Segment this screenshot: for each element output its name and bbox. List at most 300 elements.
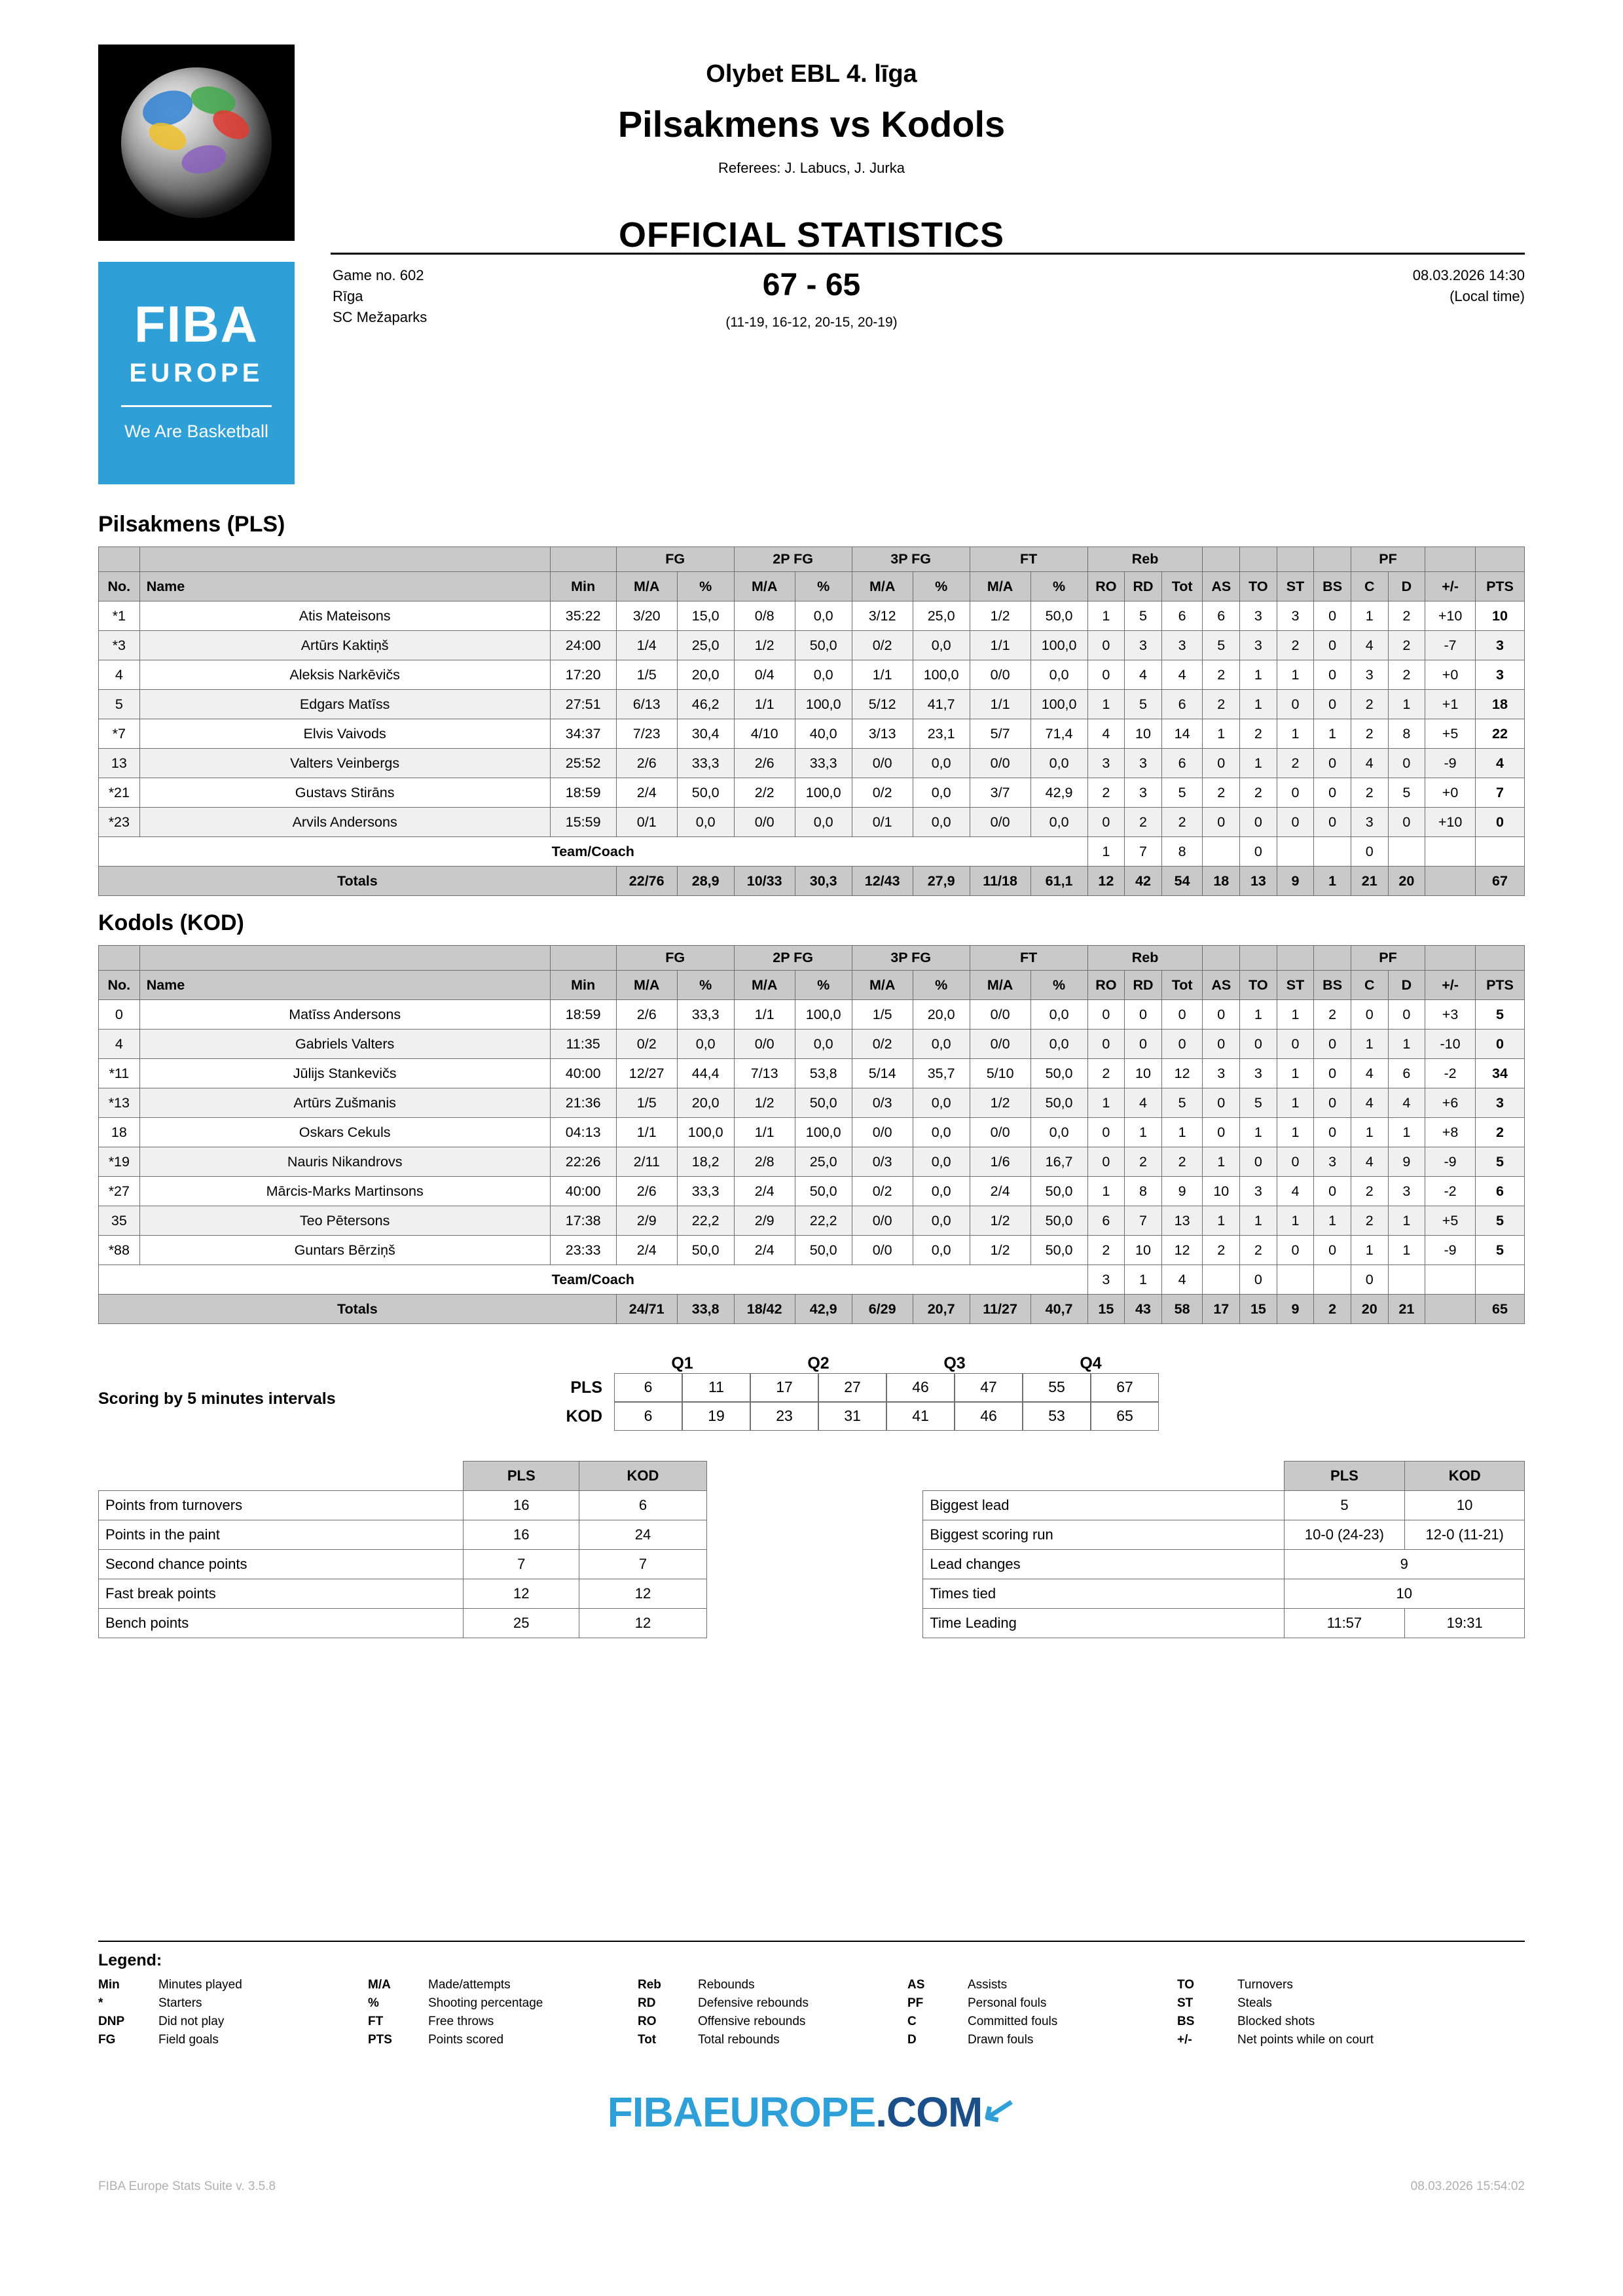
team-coach-points	[1475, 837, 1524, 867]
player-ft-ma: 1/1	[970, 690, 1030, 719]
table-row[interactable]	[99, 778, 1525, 808]
player-fg-ma: 0/1	[616, 808, 677, 837]
legend-entry	[638, 2015, 907, 2029]
table-row[interactable]	[99, 660, 1525, 690]
player-blocks: 1	[1314, 719, 1351, 749]
totals-2p-pct: 42,9	[795, 1295, 852, 1324]
player-ft-pct: 0,0	[1030, 1118, 1087, 1147]
team-title: Kodols (KOD)	[98, 910, 244, 935]
player-plusminus: +5	[1425, 719, 1476, 749]
interval-value: 53	[1023, 1402, 1091, 1431]
player-fg-ma: 2/9	[616, 1206, 677, 1236]
player-2p-ma: 0/4	[734, 660, 795, 690]
player-3p-ma: 0/2	[852, 1030, 913, 1059]
player-reb-off: 1	[1087, 1088, 1125, 1118]
table-row[interactable]	[99, 1147, 1525, 1177]
header-blank-min	[550, 946, 616, 971]
table-row[interactable]	[99, 1059, 1525, 1088]
player-points: 22	[1475, 719, 1524, 749]
header-blank-name	[139, 946, 550, 971]
table-row[interactable]	[99, 1236, 1525, 1265]
header-divider	[331, 253, 1525, 255]
interval-value: 41	[886, 1402, 955, 1431]
quarter-header: Q2	[807, 1354, 830, 1372]
table-row[interactable]	[99, 719, 1525, 749]
player-turnovers: 1	[1240, 1206, 1277, 1236]
player-fg-pct: 15,0	[677, 601, 734, 631]
legend-description: Minutes played	[158, 1978, 242, 1992]
player-blocks: 0	[1314, 690, 1351, 719]
player-ft-pct: 0,0	[1030, 1000, 1087, 1030]
header-bs: BS	[1314, 572, 1351, 601]
player-fouls-committed: 2	[1351, 719, 1388, 749]
legend-entry	[1177, 2033, 1447, 2047]
game-datetime: 08.03.2026 14:30	[1412, 267, 1525, 283]
legend-top-rule	[98, 1941, 1525, 1942]
table-row[interactable]	[99, 601, 1525, 631]
player-number: *21	[99, 778, 140, 808]
player-fg-pct: 33,3	[677, 1177, 734, 1206]
legend-description: Personal fouls	[968, 1996, 1047, 2010]
interval-row	[543, 1373, 1159, 1402]
totals-fg-pct: 28,9	[677, 867, 734, 896]
header-group-reb: Reb	[1087, 946, 1203, 971]
legend-description: Made/attempts	[428, 1978, 511, 1992]
comparison-value-kod: 7	[579, 1550, 706, 1579]
player-number: *19	[99, 1147, 140, 1177]
player-plusminus: -9	[1425, 749, 1476, 778]
leaders-row	[923, 1550, 1525, 1579]
legend-key: BS	[1177, 2015, 1195, 2028]
legend-key: *	[98, 1996, 103, 2010]
player-fg-pct: 33,3	[677, 749, 734, 778]
player-fg-ma: 12/27	[616, 1059, 677, 1088]
player-steals: 0	[1277, 690, 1314, 719]
header-fg-pct: %	[677, 971, 734, 1000]
legend-entry	[368, 2033, 638, 2047]
totals-3p-pct: 20,7	[913, 1295, 970, 1324]
player-blocks: 0	[1314, 1236, 1351, 1265]
player-reb-def: 10	[1125, 719, 1162, 749]
table-row[interactable]	[99, 1118, 1525, 1147]
totals-blocks: 1	[1314, 867, 1351, 896]
header-pts: PTS	[1475, 971, 1524, 1000]
player-2p-pct: 100,0	[795, 1118, 852, 1147]
player-steals: 4	[1277, 1177, 1314, 1206]
player-fouls-committed: 4	[1351, 1059, 1388, 1088]
header-blank-as	[1203, 946, 1240, 971]
player-assists: 2	[1203, 778, 1240, 808]
legend-column	[98, 1978, 368, 2047]
legend-entry	[98, 1978, 368, 1992]
player-minutes: 15:59	[550, 808, 616, 837]
team-coach-reb-def: 7	[1125, 837, 1162, 867]
player-fg-pct: 25,0	[677, 631, 734, 660]
team-coach-blocks	[1314, 837, 1351, 867]
player-3p-ma: 0/0	[852, 1118, 913, 1147]
player-reb-def: 3	[1125, 631, 1162, 660]
interval-value: 65	[1091, 1402, 1159, 1431]
player-turnovers: 5	[1240, 1088, 1277, 1118]
player-fouls-drawn: 1	[1388, 1206, 1425, 1236]
table-row[interactable]	[99, 1177, 1525, 1206]
quarter-headers	[614, 1354, 1159, 1373]
interval-value: 6	[614, 1402, 682, 1431]
player-fouls-drawn: 2	[1388, 631, 1425, 660]
header-group-2pfg: 2P FG	[734, 946, 852, 971]
player-turnovers: 1	[1240, 749, 1277, 778]
totals-fouls-drawn: 21	[1388, 1295, 1425, 1324]
player-3p-pct: 23,1	[913, 719, 970, 749]
header-pts: PTS	[1475, 572, 1524, 601]
game-city: Rīga	[333, 287, 363, 304]
interval-team-label: PLS	[570, 1378, 602, 1397]
player-reb-tot: 5	[1161, 778, 1203, 808]
header-ft-ma: M/A	[970, 971, 1030, 1000]
player-name: Matīss Andersons	[139, 1000, 550, 1030]
leaders-value-kod: 19:31	[1405, 1609, 1525, 1638]
player-2p-ma: 2/2	[734, 778, 795, 808]
player-fouls-committed: 4	[1351, 631, 1388, 660]
header-blank-no	[99, 547, 140, 572]
table-row[interactable]	[99, 808, 1525, 837]
header-blank-as	[1203, 547, 1240, 572]
player-assists: 2	[1203, 690, 1240, 719]
legend-description: Points scored	[428, 2033, 504, 2047]
header-group-pf: PF	[1351, 946, 1425, 971]
team-coach-reb-off: 3	[1087, 1265, 1125, 1295]
player-ft-pct: 0,0	[1030, 808, 1087, 837]
comparison-row	[99, 1520, 707, 1550]
interval-quarter-cell	[886, 1402, 1023, 1431]
header-blank-st	[1277, 547, 1314, 572]
player-ft-ma: 0/0	[970, 1000, 1030, 1030]
player-fouls-drawn: 0	[1388, 749, 1425, 778]
player-fg-ma: 2/11	[616, 1147, 677, 1177]
player-3p-pct: 0,0	[913, 1088, 970, 1118]
quarter-header: Q1	[671, 1354, 693, 1372]
player-2p-pct: 53,8	[795, 1059, 852, 1088]
header-group-fg: FG	[616, 946, 734, 971]
legend-column	[1177, 1978, 1447, 2047]
table-row[interactable]	[99, 631, 1525, 660]
totals-label: Totals	[99, 1295, 617, 1324]
player-2p-ma: 0/0	[734, 1030, 795, 1059]
player-assists: 2	[1203, 660, 1240, 690]
player-blocks: 1	[1314, 1206, 1351, 1236]
legend-entry	[907, 1996, 1177, 2011]
player-reb-tot: 9	[1161, 1177, 1203, 1206]
player-ft-ma: 2/4	[970, 1177, 1030, 1206]
game-meta-left	[333, 265, 427, 328]
team-title: Pilsakmens (PLS)	[98, 512, 285, 537]
team-tables	[0, 512, 1623, 1324]
leaders-row	[923, 1491, 1525, 1520]
player-ft-pct: 16,7	[1030, 1147, 1087, 1177]
player-reb-off: 2	[1087, 1059, 1125, 1088]
header-fg-pct: %	[677, 572, 734, 601]
interval-quarter-cell	[750, 1402, 886, 1431]
player-reb-tot: 13	[1161, 1206, 1203, 1236]
player-name: Teo Pētersons	[139, 1206, 550, 1236]
player-number: 13	[99, 749, 140, 778]
left-box-corner	[99, 1462, 464, 1491]
player-ft-ma: 1/2	[970, 1236, 1030, 1265]
player-3p-ma: 0/0	[852, 1236, 913, 1265]
team-coach-reb-off: 1	[1087, 837, 1125, 867]
player-fg-ma: 1/1	[616, 1118, 677, 1147]
player-reb-tot: 1	[1161, 1118, 1203, 1147]
header-group-ft: FT	[970, 547, 1087, 572]
final-score: 67 - 65	[762, 268, 861, 302]
player-assists: 10	[1203, 1177, 1240, 1206]
table-row[interactable]	[99, 1000, 1525, 1030]
player-minutes: 11:35	[550, 1030, 616, 1059]
player-minutes: 04:13	[550, 1118, 616, 1147]
player-fouls-drawn: 4	[1388, 1088, 1425, 1118]
player-3p-ma: 0/2	[852, 1177, 913, 1206]
header-blank-pts	[1475, 547, 1524, 572]
player-fg-ma: 2/6	[616, 749, 677, 778]
totals-label: Totals	[99, 867, 617, 896]
player-ft-ma: 1/6	[970, 1147, 1030, 1177]
player-blocks: 0	[1314, 1088, 1351, 1118]
team-coach-turnovers: 0	[1240, 837, 1277, 867]
box-score-table	[98, 945, 1525, 1324]
player-2p-ma: 2/8	[734, 1147, 795, 1177]
leaders-value-kod: 12-0 (11-21)	[1405, 1520, 1525, 1550]
comparison-label: Bench points	[99, 1609, 464, 1638]
local-time-note: (Local time)	[1450, 287, 1525, 304]
legend-key: RO	[638, 2015, 657, 2028]
header-tot: Tot	[1161, 572, 1203, 601]
player-2p-pct: 40,0	[795, 719, 852, 749]
player-assists: 0	[1203, 1118, 1240, 1147]
player-fouls-drawn: 1	[1388, 1118, 1425, 1147]
player-reb-off: 4	[1087, 719, 1125, 749]
player-reb-def: 5	[1125, 601, 1162, 631]
legend-key: Reb	[638, 1978, 661, 1992]
comparison-row	[99, 1550, 707, 1579]
player-2p-pct: 50,0	[795, 631, 852, 660]
leaders-value-kod: 10	[1405, 1491, 1525, 1520]
player-2p-ma: 2/4	[734, 1177, 795, 1206]
legend-description: Did not play	[158, 2015, 225, 2028]
table-row[interactable]	[99, 1088, 1525, 1118]
player-fg-ma: 3/20	[616, 601, 677, 631]
comparison-value-pls: 16	[464, 1491, 579, 1520]
player-reb-off: 0	[1087, 1147, 1125, 1177]
legend-description: Starters	[158, 1996, 202, 2010]
header-as: AS	[1203, 971, 1240, 1000]
player-plusminus: -9	[1425, 1236, 1476, 1265]
player-reb-off: 6	[1087, 1206, 1125, 1236]
header-to: TO	[1240, 971, 1277, 1000]
player-2p-ma: 0/0	[734, 808, 795, 837]
player-steals: 0	[1277, 808, 1314, 837]
interval-value: 67	[1091, 1373, 1159, 1402]
player-plusminus: -10	[1425, 1030, 1476, 1059]
leaders-value-pls: 10-0 (24-23)	[1284, 1520, 1405, 1550]
player-assists: 0	[1203, 808, 1240, 837]
player-fouls-committed: 3	[1351, 660, 1388, 690]
header-plusminus: +/-	[1425, 572, 1476, 601]
player-3p-ma: 0/3	[852, 1088, 913, 1118]
interval-value: 31	[818, 1402, 886, 1431]
player-fg-ma: 2/6	[616, 1177, 677, 1206]
player-assists: 2	[1203, 1236, 1240, 1265]
player-blocks: 0	[1314, 808, 1351, 837]
header-tot: Tot	[1161, 971, 1203, 1000]
player-fouls-drawn: 5	[1388, 778, 1425, 808]
totals-2p-pct: 30,3	[795, 867, 852, 896]
player-minutes: 40:00	[550, 1177, 616, 1206]
interval-quarter-cell	[614, 1373, 750, 1402]
player-number: 35	[99, 1206, 140, 1236]
player-plusminus: +5	[1425, 1206, 1476, 1236]
player-reb-def: 5	[1125, 690, 1162, 719]
totals-row	[99, 1295, 1525, 1324]
player-assists: 1	[1203, 1147, 1240, 1177]
player-plusminus: -2	[1425, 1177, 1476, 1206]
comparison-label: Second chance points	[99, 1550, 464, 1579]
player-ft-pct: 0,0	[1030, 749, 1087, 778]
player-number: *23	[99, 808, 140, 837]
leaders-value-pls: 5	[1284, 1491, 1405, 1520]
player-3p-pct: 41,7	[913, 690, 970, 719]
legend-key: PTS	[368, 2033, 392, 2047]
player-ft-ma: 1/1	[970, 631, 1030, 660]
player-fg-pct: 18,2	[677, 1147, 734, 1177]
header-blank-no	[99, 946, 140, 971]
table-row[interactable]	[99, 1030, 1525, 1059]
player-ft-pct: 50,0	[1030, 1236, 1087, 1265]
legend-entry	[638, 1996, 907, 2011]
player-ft-pct: 50,0	[1030, 1206, 1087, 1236]
table-row[interactable]	[99, 749, 1525, 778]
team-coach-label: Team/Coach	[99, 837, 1088, 867]
player-2p-ma: 2/9	[734, 1206, 795, 1236]
interval-team-label: KOD	[566, 1407, 602, 1426]
player-number: *1	[99, 601, 140, 631]
header-d: D	[1388, 971, 1425, 1000]
player-points: 6	[1475, 1177, 1524, 1206]
player-steals: 1	[1277, 719, 1314, 749]
interval-value: 47	[955, 1373, 1023, 1402]
table-row[interactable]	[99, 1206, 1525, 1236]
header-blank-pm	[1425, 946, 1476, 971]
player-minutes: 34:37	[550, 719, 616, 749]
player-minutes: 17:38	[550, 1206, 616, 1236]
totals-plusminus	[1425, 867, 1476, 896]
player-fg-pct: 0,0	[677, 1030, 734, 1059]
header-name: Name	[139, 572, 550, 601]
player-plusminus: +10	[1425, 601, 1476, 631]
player-points: 0	[1475, 808, 1524, 837]
player-2p-pct: 22,2	[795, 1206, 852, 1236]
game-venue: SC Mežaparks	[333, 308, 428, 325]
player-minutes: 17:20	[550, 660, 616, 690]
header-2p-pct: %	[795, 971, 852, 1000]
comparison-value-kod: 12	[579, 1579, 706, 1609]
leaders-value-shared: 9	[1284, 1550, 1524, 1579]
player-reb-tot: 6	[1161, 601, 1203, 631]
player-fg-pct: 100,0	[677, 1118, 734, 1147]
player-name: Mārcis-Marks Martinsons	[139, 1177, 550, 1206]
player-turnovers: 2	[1240, 778, 1277, 808]
player-minutes: 27:51	[550, 690, 616, 719]
legend-description: Steals	[1237, 1996, 1272, 2010]
legend-entry	[907, 2033, 1177, 2047]
player-steals: 0	[1277, 1147, 1314, 1177]
player-turnovers: 1	[1240, 660, 1277, 690]
player-ft-pct: 50,0	[1030, 1059, 1087, 1088]
header-group-pf: PF	[1351, 547, 1425, 572]
player-points: 4	[1475, 749, 1524, 778]
header-group-3pfg: 3P FG	[852, 946, 970, 971]
legend-entry	[368, 2015, 638, 2029]
player-blocks: 0	[1314, 1118, 1351, 1147]
totals-ft-ma: 11/18	[970, 867, 1030, 896]
team-coach-reb-tot: 8	[1161, 837, 1203, 867]
player-fouls-drawn: 1	[1388, 690, 1425, 719]
player-minutes: 35:22	[550, 601, 616, 631]
player-fg-pct: 0,0	[677, 808, 734, 837]
comparison-value-pls: 25	[464, 1609, 579, 1638]
header-no: No.	[99, 572, 140, 601]
legend-entry	[368, 1978, 638, 1992]
player-points: 7	[1475, 778, 1524, 808]
player-steals: 0	[1277, 1030, 1314, 1059]
player-3p-ma: 0/0	[852, 749, 913, 778]
player-steals: 1	[1277, 1059, 1314, 1088]
header-fg-ma: M/A	[616, 971, 677, 1000]
player-minutes: 21:36	[550, 1088, 616, 1118]
comparison-value-pls: 12	[464, 1579, 579, 1609]
player-name: Gustavs Stirāns	[139, 778, 550, 808]
quarter-header: Q4	[1080, 1354, 1102, 1372]
player-number: 4	[99, 660, 140, 690]
player-reb-def: 0	[1125, 1030, 1162, 1059]
header-ft-pct: %	[1030, 971, 1087, 1000]
player-fouls-committed: 1	[1351, 1236, 1388, 1265]
totals-fg-pct: 33,8	[677, 1295, 734, 1324]
team-coach-points	[1475, 1265, 1524, 1295]
player-2p-ma: 1/1	[734, 1118, 795, 1147]
header-blank-bs	[1314, 547, 1351, 572]
team-coach-row	[99, 837, 1525, 867]
player-reb-tot: 4	[1161, 660, 1203, 690]
totals-reb-off: 12	[1087, 867, 1125, 896]
player-minutes: 22:26	[550, 1147, 616, 1177]
legend-key: TO	[1177, 1978, 1195, 1992]
player-turnovers: 0	[1240, 808, 1277, 837]
player-reb-def: 1	[1125, 1118, 1162, 1147]
player-points: 3	[1475, 631, 1524, 660]
player-reb-tot: 12	[1161, 1059, 1203, 1088]
footer-brand[interactable]	[0, 2083, 1623, 2136]
right-box-header-kod: KOD	[1405, 1462, 1525, 1491]
player-minutes: 25:52	[550, 749, 616, 778]
table-row[interactable]	[99, 690, 1525, 719]
footer-brand-tld: .COM	[875, 2089, 983, 2136]
summary-boxes	[0, 1431, 1623, 1638]
player-minutes: 18:59	[550, 1000, 616, 1030]
player-3p-ma: 1/1	[852, 660, 913, 690]
player-3p-pct: 25,0	[913, 601, 970, 631]
legend-description: Net points while on court	[1237, 2033, 1374, 2047]
header-blank-min	[550, 547, 616, 572]
